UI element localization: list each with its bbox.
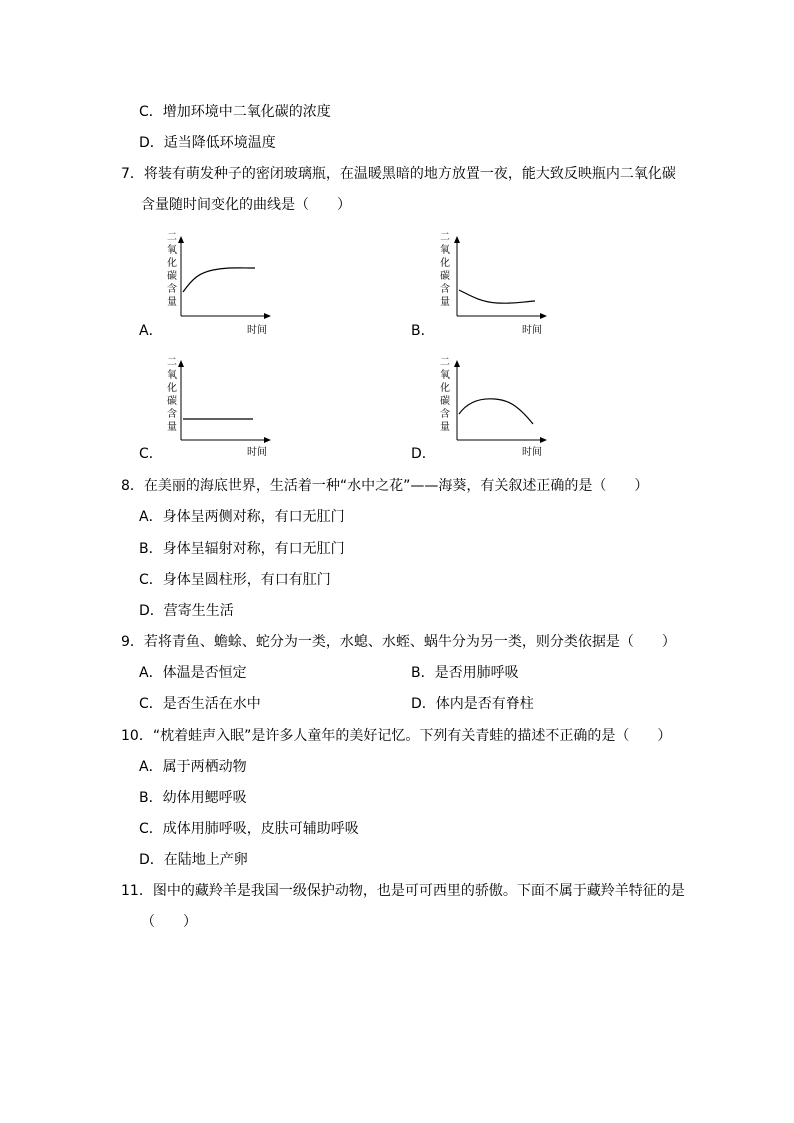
q7-stem-line1: 7．将装有萌发种子的密闭玻璃瓶，在温暖黑暗的地方放置一夜，能大致反映瓶内二氧化碳 (121, 166, 676, 182)
q7-graph-d (411, 354, 571, 464)
q8-stem: 8．在美丽的海底世界，生活着一种“水中之花”——海葵，有关叙述正确的是（ ） (121, 478, 649, 494)
graph-b-label: B． (411, 323, 435, 339)
graph-d-y-label: 二氧化碳含量 (440, 357, 450, 433)
graph-a-curve (183, 268, 255, 292)
q7-stem-line2: 含量随时间变化的曲线是（ ） (141, 197, 351, 213)
q10-option-a: A．属于两栖动物 (139, 759, 247, 775)
q11-stem-line1: 11．图中的藏羚羊是我国一级保护动物，也是可可西里的骄傲。下面不属于藏羚羊特征的是 (121, 883, 685, 899)
q9-stem: 9．若将青鱼、蟾蜍、蛇分为一类，水螅、水蛭、蜗牛分为另一类，则分类依据是（ ） (121, 634, 676, 650)
graph-c-axes (139, 354, 299, 464)
q9-option-a: A．体温是否恒定 (139, 665, 247, 681)
graph-b-y-label: 二氧化碳含量 (440, 232, 450, 308)
graph-a-y-label: 二氧化碳含量 (167, 232, 177, 308)
q10-option-d: D．在陆地上产卵 (139, 852, 248, 868)
graph-c-x-label: 时间 (247, 447, 267, 458)
graph-a-x-label: 时间 (247, 325, 267, 336)
q11-stem-line2: （ ） (141, 914, 197, 930)
q8-option-d: D．营寄生生活 (139, 603, 234, 619)
graph-a-axes (139, 228, 299, 338)
graph-c-y-label: 二氧化碳含量 (167, 357, 177, 433)
q7-graph-a (139, 228, 299, 338)
q8-option-c: C．身体呈圆柱形，有口有肛门 (139, 572, 331, 588)
graph-b-x-label: 时间 (522, 325, 542, 336)
q7-graph-c (139, 354, 299, 464)
q10-stem: 10．“枕着蛙声入眠”是许多人童年的美好记忆。下列有关青蛙的描述不正确的是（ ） (121, 728, 672, 744)
q6-option-d: D．适当降低环境温度 (139, 135, 276, 151)
graph-b-axes (411, 228, 571, 338)
graph-c-label: C． (139, 446, 163, 462)
graph-b-curve (459, 290, 535, 303)
graph-d-label: D． (411, 446, 436, 462)
q9-option-d: D．体内是否有脊柱 (411, 696, 534, 712)
q10-option-c: C．成体用肺呼吸，皮肤可辅助呼吸 (139, 821, 359, 837)
q8-option-a: A．身体呈两侧对称，有口无肛门 (139, 509, 345, 525)
q8-option-b: B．身体呈辐射对称，有口无肛门 (139, 541, 345, 557)
q9-option-c: C．是否生活在水中 (139, 696, 261, 712)
graph-d-curve (459, 399, 533, 424)
q7-graph-b (411, 228, 571, 338)
q6-option-c: C．增加环境中二氧化碳的浓度 (139, 104, 331, 120)
graph-a-label: A． (139, 323, 163, 339)
q10-option-b: B．幼体用鳃呼吸 (139, 790, 247, 806)
graph-d-x-label: 时间 (522, 447, 542, 458)
q9-option-b: B．是否用肺呼吸 (411, 665, 519, 681)
